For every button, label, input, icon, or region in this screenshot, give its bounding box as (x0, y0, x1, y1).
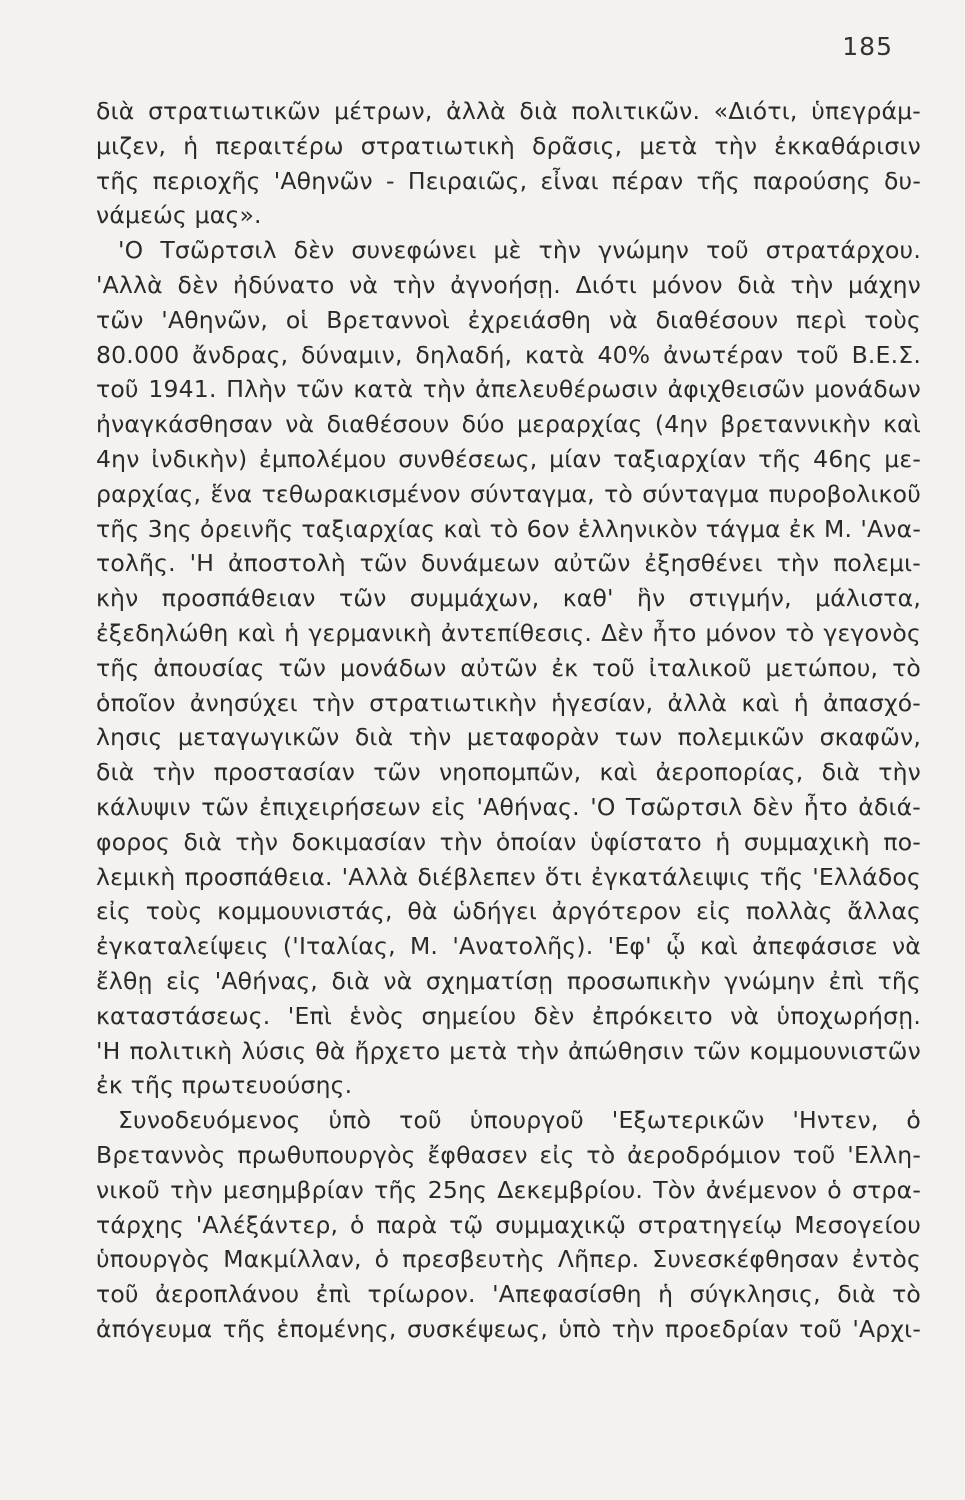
text-line: ἐκ τῆς πρωτευούσης. (96, 1071, 353, 1100)
text-line: ἔλθῃ εἰς 'Αθήνας, διὰ νὰ σχηματίσῃ προσωπικὴν γνώμην ἐπὶ τῆς (96, 966, 921, 995)
text-line: μιζεν, ἡ περαιτέρω στρατιωτικὴ δρᾶσις, μετὰ τὴν ἐκκαθάρισιν (96, 131, 921, 160)
text-line: ἠναγκάσθησαν νὰ διαθέσουν δύο μεραρχίας (4ην βρεταννικὴν καὶ (96, 410, 921, 439)
text-line: τοῦ 1941. Πλὴν τῶν κατὰ τὴν ἀπελευθέρωσιν ἀφιχθεισῶν μονάδων (96, 375, 921, 404)
text-line: νικοῦ τὴν μεσημβρίαν τῆς 25ης Δεκεμβρίου. Τὸν ἀνέμενον ὁ στρα- (96, 1175, 921, 1204)
text-line: ραρχίας, ἕνα τεθωρακισμένον σύνταγμα, τὸ σύνταγμα πυροβολικοῦ (96, 479, 921, 508)
text-line: τάρχης 'Αλέξάντερ, ὁ παρὰ τῷ συμμαχικῷ στρατηγείῳ Μεσογείου (96, 1210, 921, 1239)
text-line: ἐξεδηλώθη καὶ ἡ γερμανικὴ ἀντεπίθεσις. Δὲν ἦτο μόνον τὸ γεγονὸς (96, 618, 921, 647)
text-line: 4ην ἰνδικὴν) ἐμπολέμου συνθέσεως, μίαν ταξιαρχίαν τῆς 46ης με- (96, 444, 921, 473)
text-line: 80.000 ἄνδρας, δύναμιν, δηλαδή, κατὰ 40% ἀνωτέραν τοῦ Β.Ε.Σ. (96, 340, 921, 369)
text-line: κὴν προσπάθειαν τῶν συμμάχων, καθ' ἣν στιγμήν, μάλιστα, (96, 584, 921, 613)
text-line: τῶν 'Αθηνῶν, οἱ Βρεταννοὶ ἐχρειάσθη νὰ διαθέσουν περὶ τοὺς (96, 305, 921, 334)
text-line: φορος διὰ τὴν δοκιμασίαν τὴν ὁποίαν ὑφίστατο ἡ συμμαχικὴ πο- (96, 827, 921, 856)
text-line: τῆς ἀπουσίας τῶν μονάδων αὐτῶν ἐκ τοῦ ἰταλικοῦ μετώπου, τὸ (96, 653, 921, 682)
page-number: 185 (842, 32, 893, 61)
body-text (96, 94, 921, 1347)
text-line: λησις μεταγωγικῶν διὰ τὴν μεταφορὰν των πολεμικῶν σκαφῶν, (96, 723, 921, 752)
text-line: τολῆς. 'Η ἀποστολὴ τῶν δυνάμεων αὐτῶν ἐξησθένει τὴν πολεμι- (96, 549, 921, 578)
text-line: ἀπόγευμα τῆς ἑπομένης, συσκέψεως, ὑπὸ τὴν προεδρίαν τοῦ 'Αρχι- (96, 1314, 921, 1343)
text-line: διὰ στρατιωτικῶν μέτρων, ἀλλὰ διὰ πολιτικῶν. «Διότι, ὑπεγράμ- (96, 97, 921, 125)
text-line: τοῦ ἀεροπλάνου ἐπὶ τρίωρον. 'Απεφασίσθη ἡ σύγκλησις, διὰ τὸ (96, 1280, 921, 1309)
text-line: καταστάσεως. 'Επὶ ἑνὸς σημείου δὲν ἐπρόκειτο νὰ ὑποχωρήσῃ. (96, 1001, 921, 1030)
text-line: 'Ο Τσῶρτσιλ δὲν συνεφώνει μὲ τὴν γνώμην τοῦ στρατάρχου. (118, 236, 921, 265)
text-line: Βρεταννὸς πρωθυπουργὸς ἔφθασεν εἰς τὸ ἀεροδρόμιον τοῦ 'Ελλη- (96, 1140, 921, 1169)
text-line: λεμικὴ προσπάθεια. 'Αλλὰ διέβλεπεν ὅτι ἐγκατάλειψις τῆς 'Ελλάδος (96, 862, 921, 891)
text-line: τῆς περιοχῆς 'Αθηνῶν - Πειραιῶς, εἶναι πέραν τῆς παρούσης δυ- (96, 166, 921, 195)
text-line: τῆς 3ης ὀρεινῆς ταξιαρχίας καὶ τὸ 6ον ἑλληνικὸν τάγμα ἐκ Μ. 'Ανα- (96, 514, 921, 543)
text-line: Συνοδευόμενος ὑπὸ τοῦ ὑπουργοῦ 'Εξωτερικῶν 'Ηντεν, ὁ (118, 1106, 921, 1135)
text-line: νάμεώς μας». (96, 201, 262, 230)
text-line: ἐγκαταλείψεις ('Ιταλίας, Μ. 'Ανατολῆς). 'Εφ' ᾧ καὶ ἀπεφάσισε νὰ (96, 932, 921, 961)
text-line: ὁποῖον ἀνησύχει τὴν στρατιωτικὴν ἡγεσίαν, ἀλλὰ καὶ ἡ ἀπασχό- (96, 688, 921, 717)
text-line: 'Η πολιτικὴ λύσις θὰ ἤρχετο μετὰ τὴν ἀπώθησιν τῶν κομμουνιστῶν (96, 1036, 921, 1065)
text-line: διὰ τὴν προστασίαν τῶν νηοπομπῶν, καὶ ἀεροπορίας, διὰ τὴν (96, 758, 921, 787)
text-line: 'Αλλὰ δὲν ἠδύνατο νὰ τὴν ἀγνοήσῃ. Διότι μόνον διὰ τὴν μάχην (96, 270, 921, 299)
text-line: ὑπουργὸς Μακμίλλαν, ὁ πρεσβευτὴς Λῆπερ. Συνεσκέφθησαν ἐντὸς (96, 1245, 921, 1274)
text-line: κάλυψιν τῶν ἐπιχειρήσεων εἰς 'Αθήνας. 'Ο Τσῶρτσιλ δὲν ἦτο ἀδιά- (96, 792, 921, 821)
text-line: εἰς τοὺς κομμουνιστάς, θὰ ὡδήγει ἀργότερον εἰς πολλὰς ἄλλας (96, 897, 921, 926)
